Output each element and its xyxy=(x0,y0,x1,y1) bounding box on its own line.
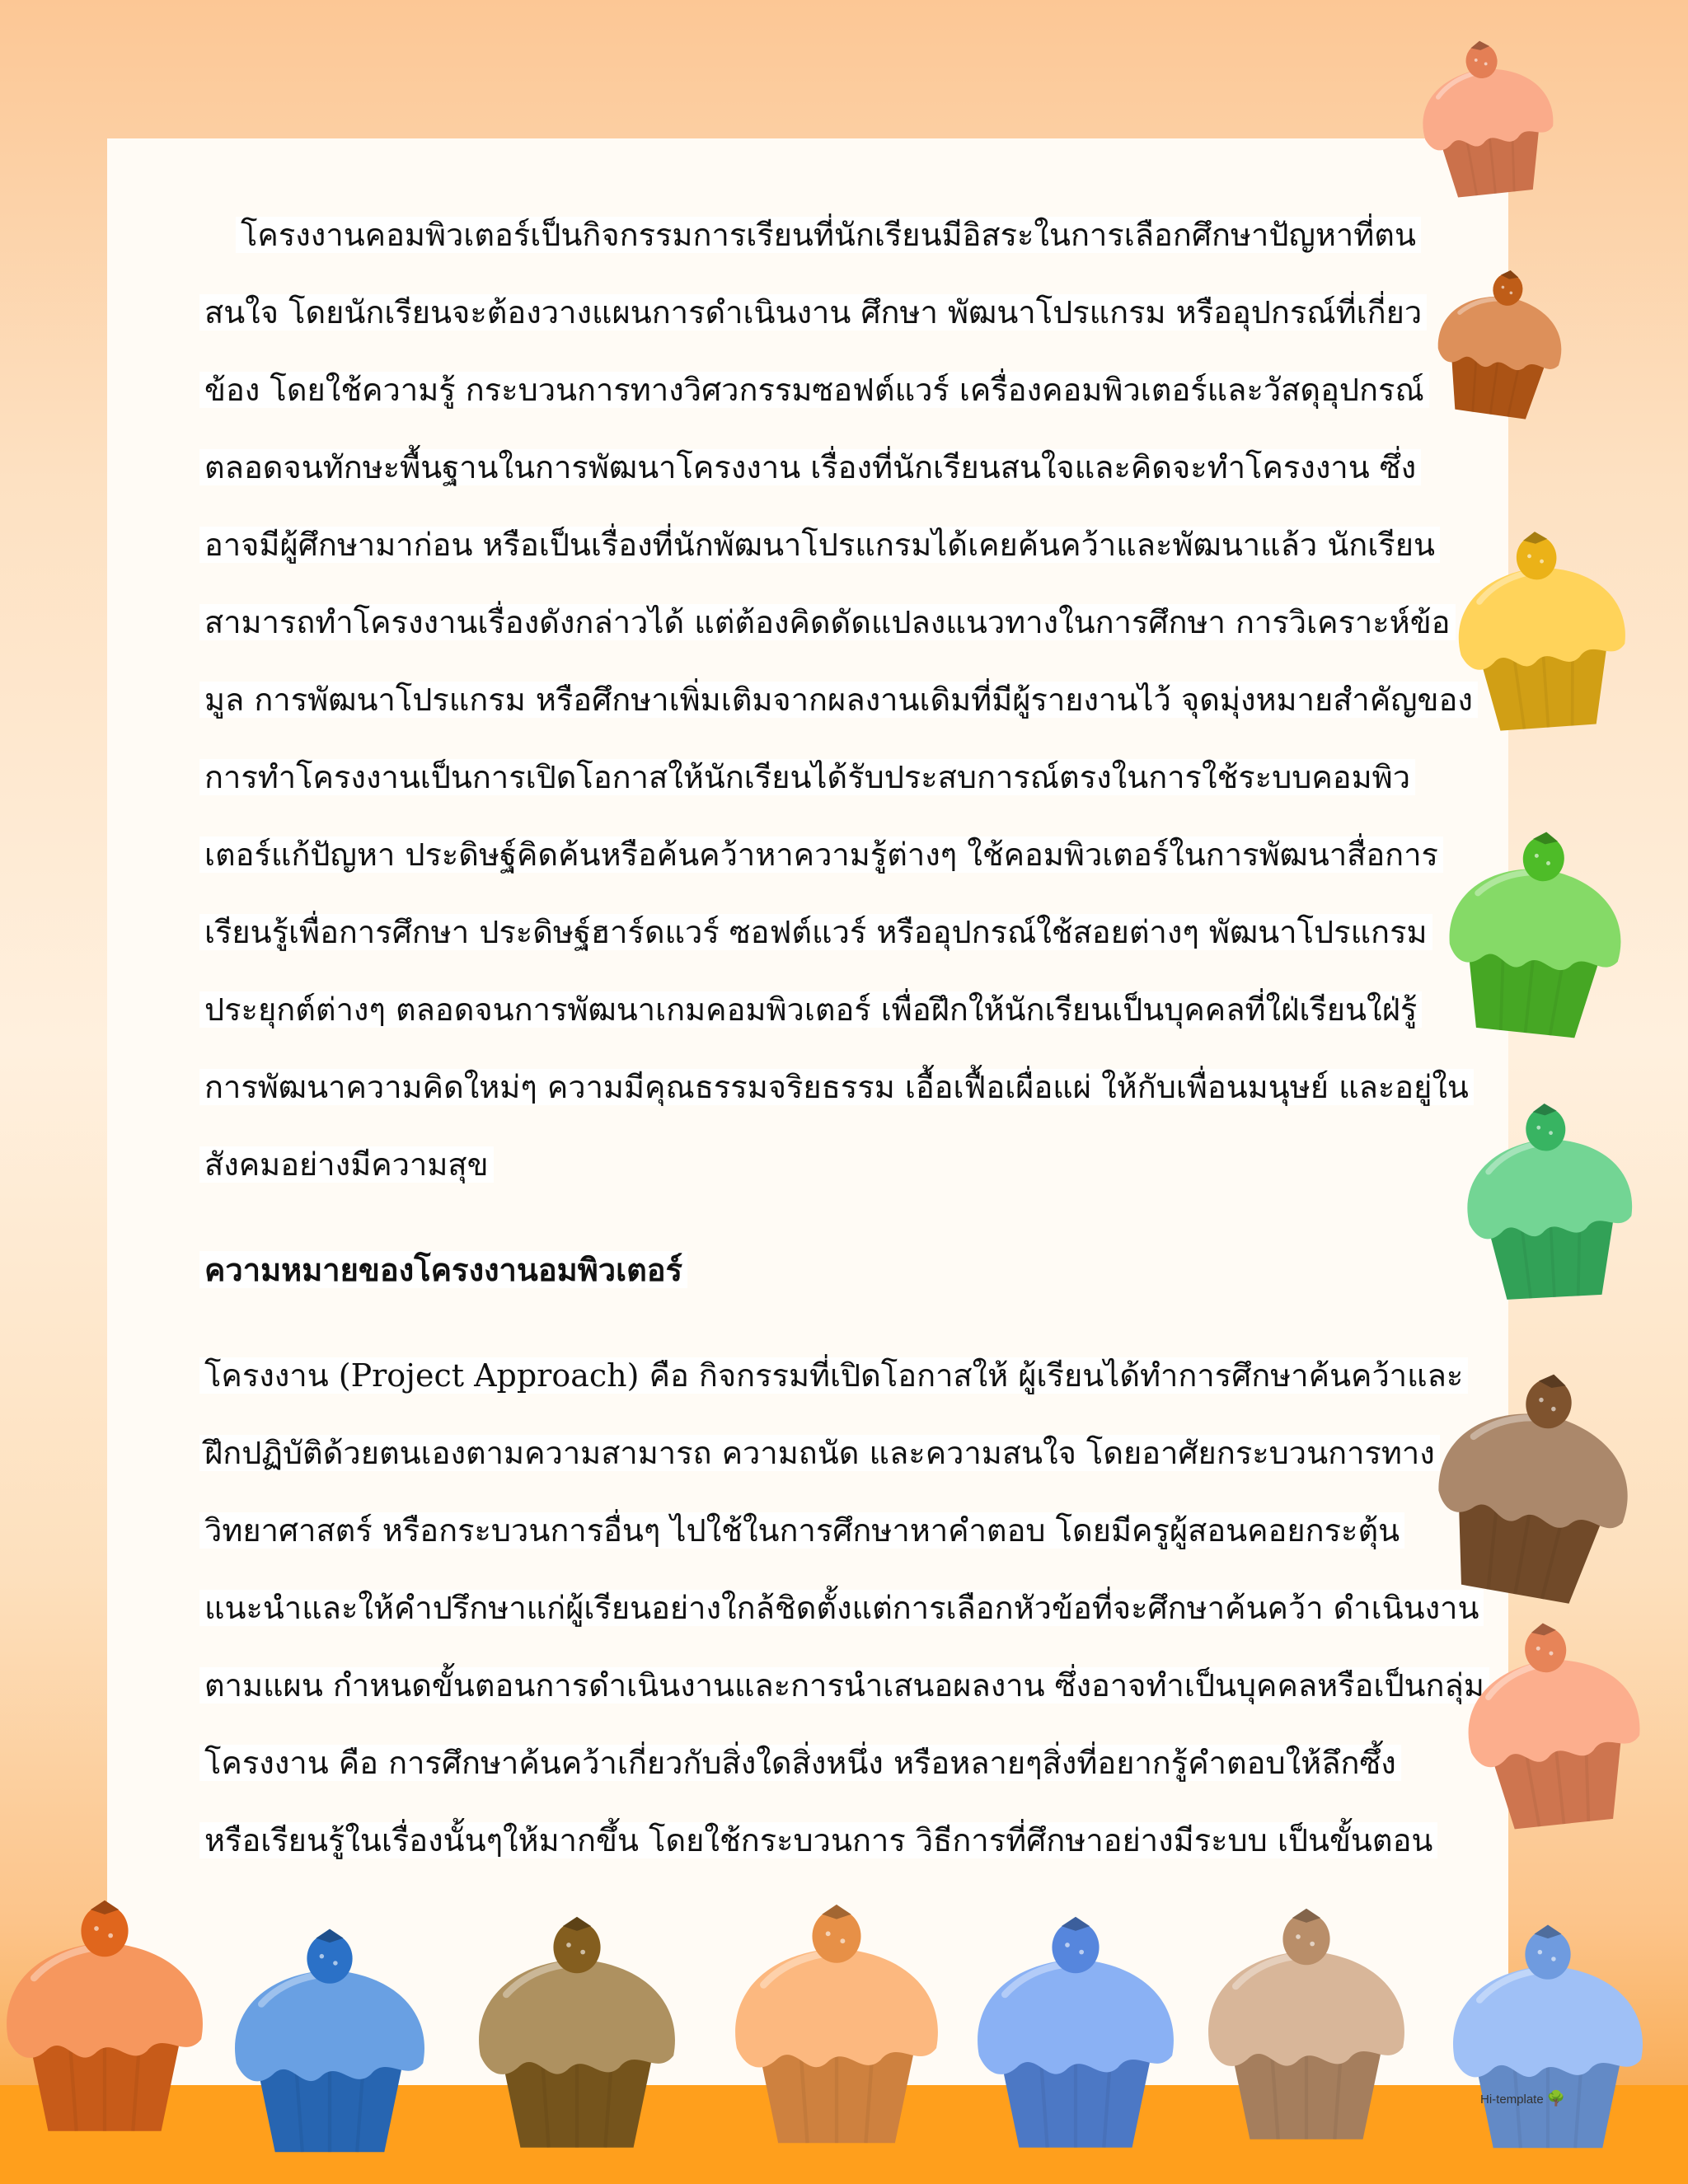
text-line: สามารถทำโครงงานเรื่องดังกล่าวได้ แต่ต้องคิดดัดแปลงแนวทางในการศึกษา การวิเคราะห์ข้อ xyxy=(199,583,1485,661)
text-line: ประยุกต์ต่างๆ ตลอดจนการพัฒนาเกมคอมพิวเตอร์ เพื่อฝึกให้นักเรียนเป็นบุคคลที่ใฝ่เรียนใฝ่รู้ xyxy=(199,971,1485,1048)
text-line: สังคมอย่างมีความสุข xyxy=(199,1126,1485,1203)
text-line: สนใจ โดยนักเรียนจะต้องวางแผนการดำเนินงาน ศึกษา พัฒนาโปรแกรม หรืออุปกรณ์ที่เกี่ยว xyxy=(199,274,1485,351)
paragraph-2 xyxy=(199,1337,1485,1879)
right-cupcake-icon xyxy=(1439,1597,1669,1857)
hi-template-logo: Hi-template 🌳 xyxy=(1480,2090,1566,2107)
text-line: หรือเรียนรู้ในเรื่องนั้นๆให้มากขึ้น โดยใช้กระบวนการ วิธีการที่ศึกษาอย่างมีระบบ เป็นขั้นตอน xyxy=(199,1802,1485,1879)
text-line: เตอร์แก้ปัญหา ประดิษฐ์คิดค้นหรือค้นคว้าหาความรู้ต่างๆ ใช้คอมพิวเตอร์ในการพัฒนาสื่อการ xyxy=(199,816,1485,893)
tree-icon: 🌳 xyxy=(1546,2090,1566,2107)
right-cupcake-icon xyxy=(1400,1350,1667,1625)
text-line: ฝึกปฏิบัติด้วยตนเองตามความสามารถ ความถนัด และความสนใจ โดยอาศัยกระบวนการทาง xyxy=(199,1414,1485,1492)
bottom-cupcake-icon xyxy=(705,1900,968,2155)
text-line: ตลอดจนทักษะพื้นฐานในการพัฒนาโครงงาน เรื่องที่นักเรียนสนใจและคิดจะทำโครงงาน ซึ่ง xyxy=(199,429,1485,506)
section-heading: ความหมายของโครงงานอมพิวเตอร์ xyxy=(199,1231,1485,1309)
text-line: โครงงานคอมพิวเตอร์เป็นกิจกรรมการเรียนที่นักเรียนมีอิสระในการเลือกศึกษาปัญหาที่ตน xyxy=(199,196,1485,274)
paragraph-1 xyxy=(199,196,1485,1203)
text-line: โครงงาน คือ การศึกษาค้นคว้าเกี่ยวกับสิ่งใดสิ่งหนึ่ง หรือหลายๆสิ่งที่อยากรู้คำตอบให้ลึกซึ้ง xyxy=(199,1724,1485,1802)
bottom-cupcake-icon xyxy=(206,1924,453,2163)
right-cupcake-icon xyxy=(1421,806,1651,1066)
bottom-cupcake-icon xyxy=(449,1912,705,2159)
text-line: โครงงาน (Project Approach) คือ กิจกรรมที่เปิดโอกาสให้ ผู้เรียนได้ทำการศึกษาค้นคว้าและ xyxy=(199,1337,1485,1414)
right-cupcake-icon xyxy=(1401,26,1575,214)
text-line: อาจมีผู้ศึกษามาก่อน หรือเป็นเรื่องที่นักพัฒนาโปรแกรมได้เคยค้นคว้าและพัฒนาแล้ว นักเรียน xyxy=(199,506,1485,583)
text-line: ข้อง โดยใช้ความรู้ กระบวนการทางวิศวกรรมซอฟต์แวร์ เครื่องคอมพิวเตอร์และวัสดุอุปกรณ์ xyxy=(199,351,1485,429)
text-line: วิทยาศาสตร์ หรือกระบวนการอื่นๆ ไปใช้ในการศึกษาหาคำตอบ โดยมีครูผู้สอนคอยกระตุ้น xyxy=(199,1492,1485,1569)
bottom-cupcake-icon xyxy=(1424,1920,1672,2159)
text-line: การทำโครงงานเป็นการเปิดโอกาสให้นักเรียนได้รับประสบการณ์ตรงในการใช้ระบบคอมพิว xyxy=(199,738,1485,816)
text-line: การพัฒนาความคิดใหม่ๆ ความมีคุณธรรมจริยธรรม เอื้อเฟื้อเผื่อแผ่ ให้กับเพื่อนมนุษย์ และอยู่ใน xyxy=(199,1048,1485,1126)
document-body xyxy=(199,196,1485,1879)
bottom-cupcake-icon xyxy=(948,1912,1203,2159)
bottom-cupcake-icon xyxy=(1179,1904,1434,2151)
text-line: แนะนำและให้คำปรึกษาแก่ผู้เรียนอย่างใกล้ชิดตั้งแต่การเลือกหัวข้อที่จะศึกษาค้นคว้า ดำเนินงาน xyxy=(199,1569,1485,1647)
right-cupcake-icon xyxy=(1415,252,1585,436)
text-line: ตามแผน กำหนดขั้นตอนการดำเนินงานและการนำเสนอผลงาน ซึ่งอาจทำเป็นบุคคลหรือเป็นกลุ่ม xyxy=(199,1647,1485,1724)
text-line: มูล การพัฒนาโปรแกรม หรือศึกษาเพิ่มเติมจากผลงานเดิมที่มีผู้รายงานไว้ จุดมุ่งหมายสำคัญของ xyxy=(199,661,1485,738)
text-line: เรียนรู้เพื่อการศึกษา ประดิษฐ์ฮาร์ดแวร์ ซอฟต์แวร์ หรืออุปกรณ์ใช้สอยต่างๆ พัฒนาโปรแกรม xyxy=(199,893,1485,971)
right-cupcake-icon xyxy=(1433,521,1649,744)
right-cupcake-icon xyxy=(1445,1083,1654,1324)
bottom-cupcake-icon xyxy=(0,1896,224,2143)
